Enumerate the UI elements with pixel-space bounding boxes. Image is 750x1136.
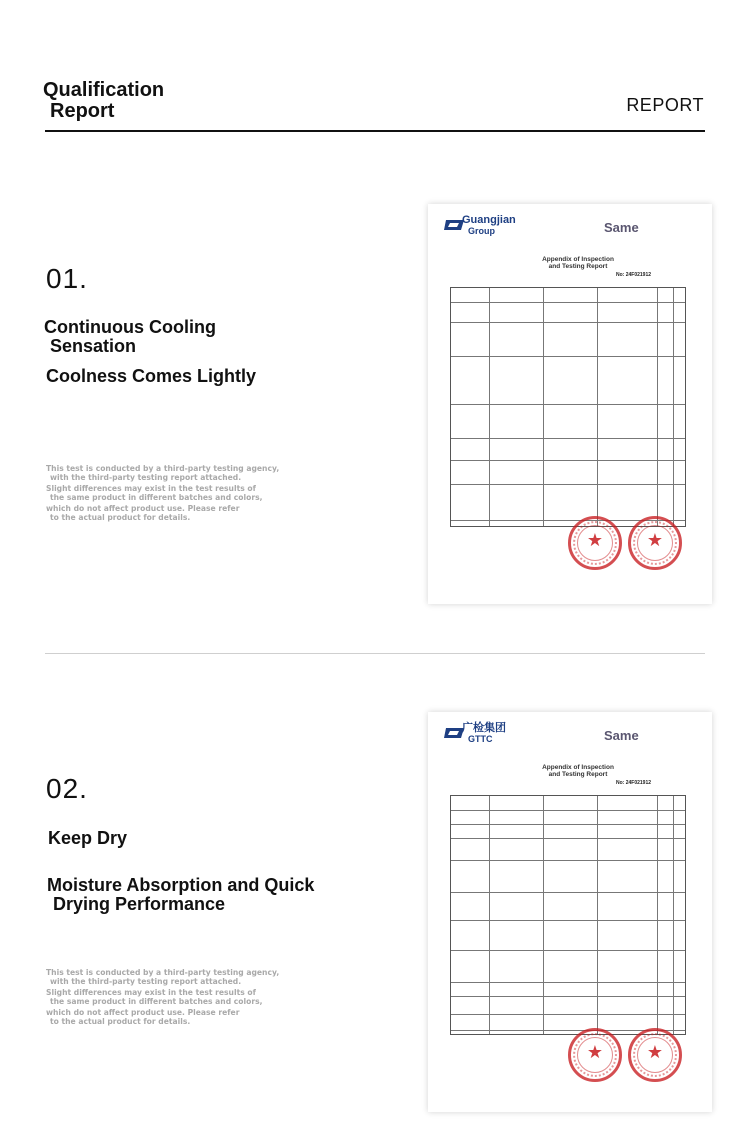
appendix-line: and Testing Report [548,263,608,270]
section-cooling [0,190,750,650]
brand-name: Guangjian [462,214,516,226]
test-results-table [450,795,686,1035]
note-line: This test is conducted by a third-party testing agency, [46,464,280,473]
page-header [0,0,750,140]
test-results-table [450,287,686,527]
appendix-line: Appendix of Inspection [542,256,614,263]
note-line: Slight differences may exist in the test results of [46,484,256,493]
note-line: to the actual product for details. [50,513,191,522]
section-number: 01. [46,263,88,294]
section-heading-primary [48,829,127,848]
page-title-line2: Report [50,100,115,122]
section-divider [45,653,705,654]
note-line: the same product in different batches and colors, [50,493,263,502]
doc-brand [462,723,506,745]
official-stamp: ★ [628,516,682,570]
test-report-document [428,712,712,1112]
heading-line: Drying Performance [53,894,226,914]
appendix-line: Appendix of Inspection [542,764,614,771]
note-line: with the third-party testing report attached. [50,473,242,482]
doc-appendix-title [498,256,658,270]
note-line: which do not affect product use. Please refer [46,504,240,513]
doc-appendix-title [498,764,658,778]
note-line: to the actual product for details. [50,1017,191,1026]
disclaimer-note [46,464,376,524]
disclaimer-note [46,968,376,1028]
note-line: with the third-party testing report attached. [50,977,242,986]
heading-line: Keep Dry [48,828,128,848]
section-heading-primary [44,318,216,356]
section-heading-secondary [47,876,314,914]
official-stamp: ★ [628,1028,682,1082]
header-divider [45,130,705,132]
report-number: No: 24F021912 [616,780,652,786]
test-report-document [428,204,712,604]
note-line: Slight differences may exist in the test results of [46,988,256,997]
appendix-line: and Testing Report [548,771,608,778]
section-heading-secondary [46,367,256,386]
official-stamp: ★ [568,516,622,570]
section-number: 02. [46,773,88,804]
doc-brand [462,215,516,237]
heading-line: Continuous Cooling [44,317,216,337]
note-line: which do not affect product use. Please refer [46,1008,240,1017]
brand-sub: GTTC [468,734,493,744]
heading-line: Coolness Comes Lightly [46,366,257,386]
official-stamp: ★ [568,1028,622,1082]
brand-sub: Group [468,226,495,236]
same-label: Same [604,728,639,743]
page-title-line1: Qualification [43,79,165,101]
report-label: REPORT [626,95,704,115]
heading-line: Moisture Absorption and Quick [47,875,315,895]
heading-line: Sensation [50,336,137,356]
section-keep-dry [0,700,750,1136]
report-number: No: 24F021912 [616,272,652,278]
brand-name: 广检集团 [462,722,506,734]
page-title [43,80,164,122]
same-label: Same [604,220,639,235]
note-line: This test is conducted by a third-party testing agency, [46,968,280,977]
note-line: the same product in different batches and colors, [50,997,263,1006]
